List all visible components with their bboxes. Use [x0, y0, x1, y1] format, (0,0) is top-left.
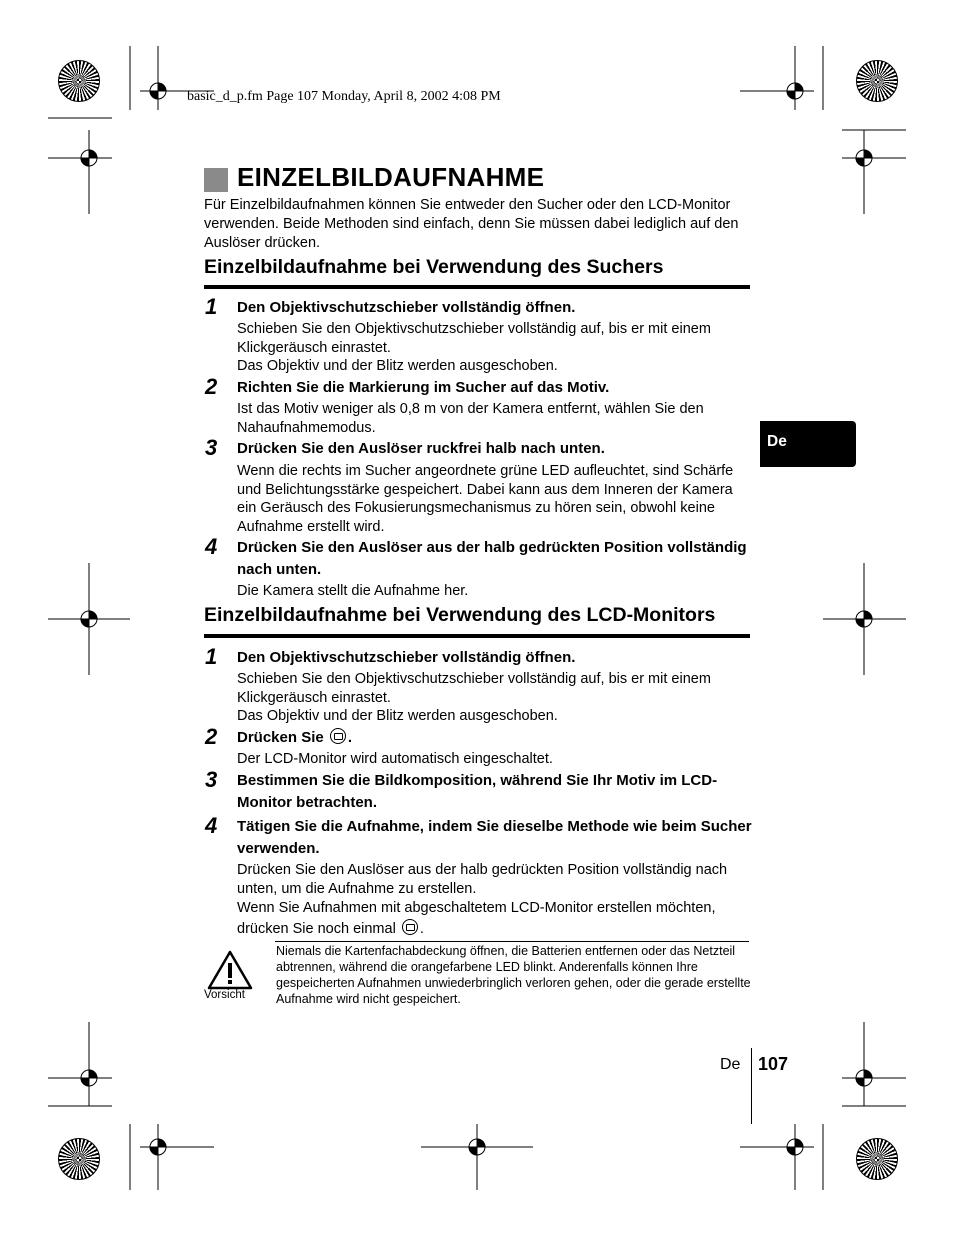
step-body — [237, 898, 749, 940]
step-body: Wenn die rechts im Sucher angeordnete grüne LED aufleuchtet, sind Schärfe und Belichtungsstärke gespeichert. Dabei kann aus dem Inneren der Kamera ein Geräusch des Fokusierungsmechanismus zu hören sein, obwohl keine Aufnahme erstellt wird. — [237, 463, 734, 535]
step-body: Die Kamera stellt die Aufnahme her. — [237, 583, 469, 599]
page-title: EINZELBILDAUFNAHME — [237, 162, 545, 192]
step-title: Drücken Sie den Auslöser ruckfrei halb nach unten. — [237, 440, 605, 457]
crosshair-icon — [140, 1124, 214, 1190]
step-title-text: . — [347, 729, 353, 746]
step-body: Drücken Sie den Auslöser aus der halb gedrückten Position vollständig nach unten, um die Aufnahme zu erstellen. — [237, 862, 728, 897]
language-side-tab-label: De — [767, 433, 787, 450]
intro-paragraph: Für Einzelbildaufnahmen können Sie entweder den Sucher oder den LCD-Monitor verwenden. Beide Methoden sind einfach, denn Sie müssen dabei lediglich auf den Auslöser drücken. — [204, 197, 739, 251]
section-heading-viewfinder: Einzelbildaufnahme bei Verwendung des Suchers — [204, 256, 664, 278]
step-number: 2 — [205, 374, 218, 399]
monitor-button-icon — [330, 728, 346, 744]
step-title — [237, 727, 752, 749]
crosshair-icon — [740, 1124, 814, 1190]
footer-language: De — [720, 1056, 741, 1073]
section-heading-lcd: Einzelbildaufnahme bei Verwendung des LCD-Monitors — [204, 604, 716, 626]
step-title-text: Drücken Sie — [237, 729, 324, 746]
step-body: Schieben Sie den Objektivschutzschieber vollständig auf, bis er mit einem Klickgeräusch einrastet. — [237, 321, 711, 356]
caution-rule — [275, 941, 749, 942]
step-title: Drücken Sie den Auslöser aus der halb gedrückten Position vollständig nach unten. — [237, 539, 747, 578]
step-title: Bestimmen Sie die Bildkomposition, während Sie Ihr Motiv im LCD-Monitor betrachten. — [237, 772, 718, 811]
crosshair-icon — [421, 1124, 533, 1190]
step-number: 4 — [205, 813, 218, 838]
step-title: Den Objektivschutzschieber vollständig öffnen. — [237, 299, 576, 316]
crosshair-icon — [740, 46, 814, 110]
step-number: 2 — [205, 724, 218, 749]
step-body: Das Objektiv und der Blitz werden ausgeschoben. — [237, 358, 558, 374]
crosshair-icon — [48, 1022, 112, 1106]
step-number: 1 — [205, 294, 218, 319]
caution-text: Niemals die Kartenfachabdeckung öffnen, die Batterien entfernen oder das Netzteil abtrennen, während die orangefarbene LED blinkt. Anderenfalls können Ihre gespeicherten Aufnahmen unwiederbringlich verloren gehen, oder die gerade erstellte Aufnahme wird nicht gespeichert. — [276, 944, 751, 1006]
step-body: Ist das Motiv weniger als 0,8 m von der Kamera entfernt, wählen Sie den Nahaufnahmemodus. — [237, 401, 704, 436]
crosshair-icon — [842, 130, 906, 214]
file-header-meta: basic_d_p.fm Page 107 Monday, April 8, 2002 4:08 PM — [187, 89, 501, 104]
footer-divider — [751, 1048, 752, 1124]
section-rule — [204, 634, 750, 638]
step-title: Richten Sie die Markierung im Sucher auf das Motiv. — [237, 379, 610, 396]
step-body: Schieben Sie den Objektivschutzschieber vollständig auf, bis er mit einem Klickgeräusch einrastet. — [237, 671, 711, 706]
step-title: Tätigen Sie die Aufnahme, indem Sie dieselbe Methode wie beim Sucher verwenden. — [237, 818, 752, 857]
crosshair-icon — [823, 563, 906, 675]
step-number: 1 — [205, 644, 218, 669]
step-number: 3 — [205, 767, 218, 792]
step-body: Das Objektiv und der Blitz werden ausgeschoben. — [237, 708, 558, 724]
step-body-text: Wenn Sie Aufnahmen mit abgeschaltetem LCD-Monitor erstellen möchten, drücken Sie noch einmal — [237, 900, 716, 937]
step-title: Den Objektivschutzschieber vollständig öffnen. — [237, 649, 576, 666]
step-number: 4 — [205, 534, 218, 559]
section-rule — [204, 285, 750, 289]
step-number: 3 — [205, 435, 218, 460]
step-body-text: . — [419, 921, 424, 937]
title-square-icon — [204, 168, 228, 192]
crosshair-icon — [842, 1022, 906, 1106]
crosshair-icon — [48, 130, 112, 214]
crosshair-icon — [48, 563, 130, 675]
monitor-button-icon — [402, 919, 418, 935]
page-number: 107 — [758, 1054, 789, 1074]
caution-label: Vorsicht — [204, 989, 245, 1001]
step-body: Der LCD-Monitor wird automatisch eingeschaltet. — [237, 751, 553, 767]
warning-triangle-icon — [207, 950, 253, 990]
